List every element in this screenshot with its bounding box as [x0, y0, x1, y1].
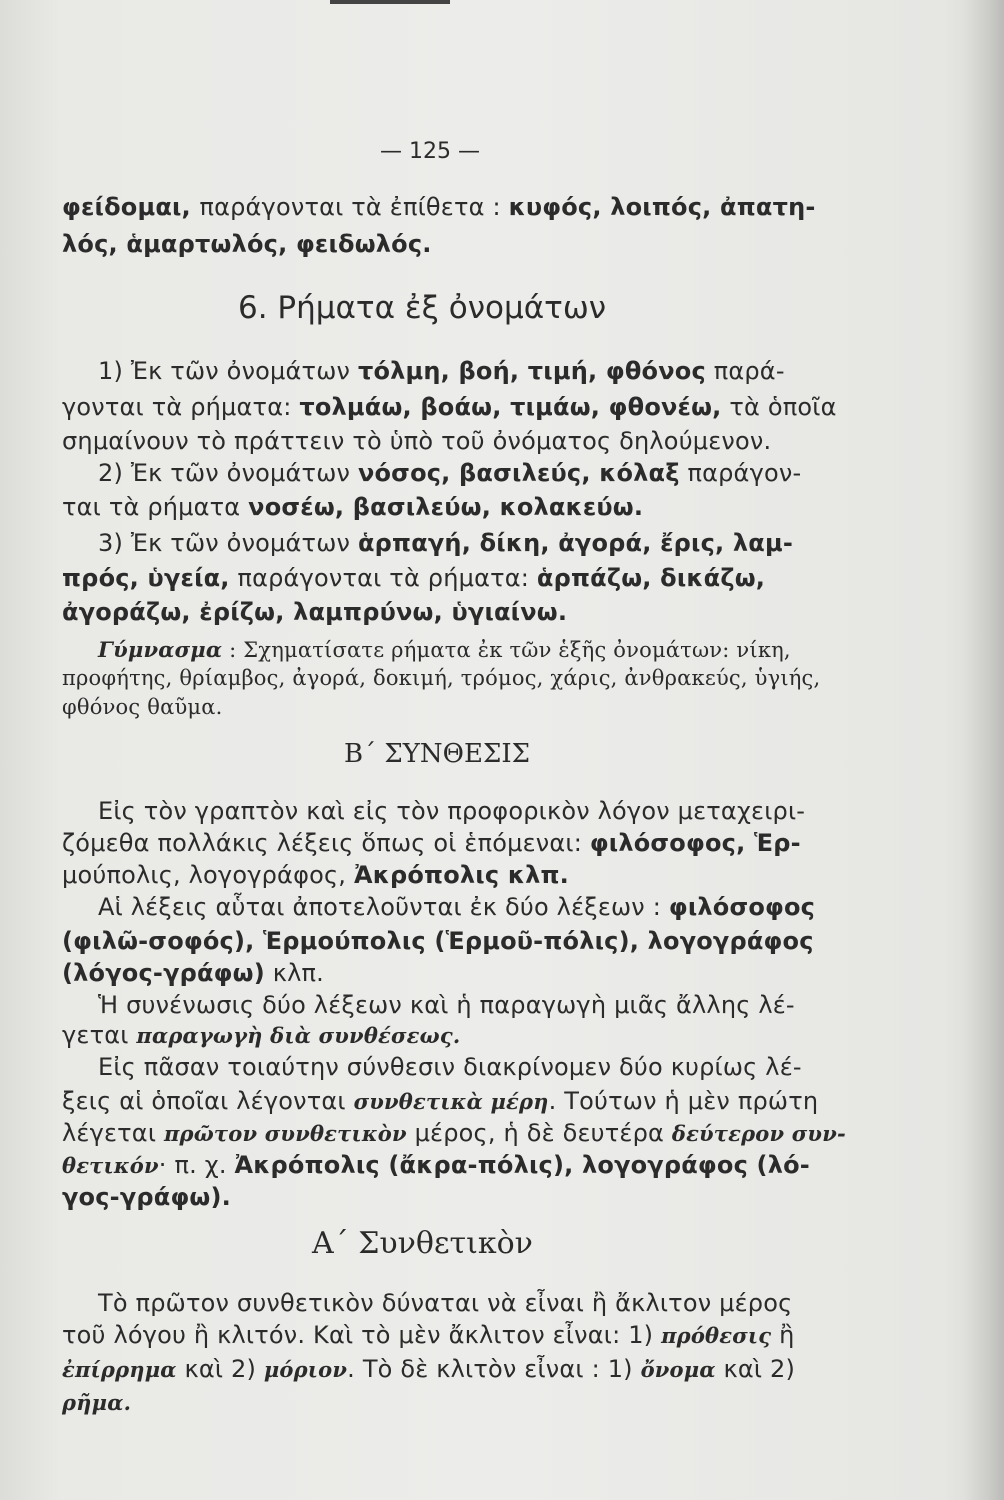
text: μούπολις, λογογράφος,: [62, 861, 354, 889]
text: ἢ: [771, 1321, 795, 1349]
text-line: [98, 528, 793, 558]
section-heading: 6. Ρήματα ἐξ ὀνομάτων: [238, 290, 607, 326]
text: κλπ.: [264, 959, 324, 987]
text: παράγονται τὰ ἐπίθετα :: [199, 193, 509, 221]
text-line: [62, 492, 643, 522]
text: καὶ 2): [176, 1355, 264, 1383]
text-line: λός, ἁμαρτωλός, φειδωλός.: [62, 230, 432, 258]
text: ξεις αἱ ὁποῖαι λέγονται: [62, 1087, 354, 1115]
text-line: [62, 1320, 794, 1351]
page-number: — 125 —: [380, 139, 480, 164]
text: Αἱ λέξεις αὗται ἀποτελοῦνται ἐκ δύο λέξεων :: [98, 893, 669, 921]
text-line: [62, 192, 816, 222]
text-bold: Ἀκρόπολις (ἄκρα-πόλις), λογογράφος (λό-: [234, 1151, 810, 1179]
text-line: γος-γράφω).: [62, 1183, 231, 1211]
text-line: [98, 356, 785, 386]
text-italic: ἐπίρρημα: [62, 1357, 177, 1382]
text-bold: Ἀκρόπολις κλπ.: [353, 861, 569, 889]
text-line: Εἰς τὸν γραπτὸν καὶ εἰς τὸν προφορικὸν λόγον μεταχειρι-: [98, 797, 806, 825]
text: παράγον-: [679, 459, 802, 487]
text-bold: τολμάω, βοάω, τιμάω, φθονέω,: [299, 393, 722, 421]
text-bold: φείδομαι,: [62, 193, 200, 221]
text-bold: ἁρπαγή, δίκη, ἀγορά, ἔρις, λαμ-: [357, 529, 793, 557]
section-heading: Α΄ Συνθετικὸν: [312, 1226, 533, 1261]
text-line: [62, 828, 801, 858]
text-line: [62, 1020, 460, 1051]
text-line: φθόνος θαῦμα.: [62, 695, 223, 719]
text: 1) Ἐκ τῶν ὀνομάτων: [98, 357, 358, 385]
text-line: [62, 958, 324, 988]
text: μέρος, ἡ δὲ δευτέρα: [406, 1119, 672, 1147]
text: γονται τὰ ρήματα:: [62, 393, 300, 421]
text: τοῦ λόγου ἢ κλιτόν. Καὶ τὸ μὲν ἄκλιτον εἶναι: 1): [62, 1321, 662, 1349]
text-line: [62, 1150, 810, 1181]
text-bold: νοσέω, βασιλεύω, κολακεύω.: [248, 493, 644, 521]
text-line: Ἡ συνένωσις δύο λέξεων καὶ ἡ παραγωγὴ μιᾶς ἄλλης λέ-: [98, 991, 795, 1019]
text-line: [62, 1086, 818, 1117]
text-italic: θετικόν: [62, 1153, 159, 1178]
text-italic: δεύτερον συν-: [671, 1121, 846, 1146]
text-italic: πρῶτον συνθετικὸν: [163, 1121, 407, 1146]
text: . Τὸ δὲ κλιτὸν εἶναι : 1): [347, 1355, 641, 1383]
text-line: σημαίνουν τὸ πράττειν τὸ ὑπὸ τοῦ ὀνόματος δηλούμενον.: [62, 427, 772, 455]
text-bold: νόσος, βασιλεύς, κόλαξ: [357, 459, 680, 487]
text: παράγονται τὰ ρήματα:: [229, 564, 537, 592]
text-bold: κυφός, λοιπός, ἀπατη-: [508, 193, 816, 221]
text-italic: συνθετικὰ μέρη: [353, 1089, 549, 1114]
text-bold: (λόγος-γράφω): [62, 959, 265, 987]
text-line: Τὸ πρῶτον συνθετικὸν δύναται νὰ εἶναι ἢ ἄκλιτον μέρος: [98, 1289, 793, 1317]
text: τὰ ὁποῖα: [721, 393, 837, 421]
text-italic: πρόθεσις: [661, 1323, 772, 1348]
text-line: [62, 1354, 795, 1385]
text-line: ἀγοράζω, ἐρίζω, λαμπρύνω, ὑγιαίνω.: [62, 598, 568, 626]
text: καὶ 2): [715, 1355, 796, 1383]
text: : Σχηματίσατε ρήματα ἐκ τῶν ἑξῆς ὀνομάτων: νίκη,: [222, 638, 791, 662]
text: παρά-: [705, 357, 785, 385]
text-bold: φιλόσοφος, Ἑρ-: [589, 829, 801, 857]
text: 3) Ἐκ τῶν ὀνομάτων: [98, 529, 358, 557]
text-bold: τόλμη, βοή, τιμή, φθόνος: [357, 357, 706, 385]
text-line: [98, 458, 801, 488]
text: 2) Ἐκ τῶν ὀνομάτων: [98, 459, 358, 487]
text: · π. χ.: [158, 1151, 235, 1179]
text-italic: παραγωγὴ διὰ συνθέσεως.: [136, 1023, 461, 1048]
text-line: ρῆμα.: [62, 1390, 132, 1415]
text: γεται: [62, 1021, 137, 1049]
text-bold: πρός, ὑγεία,: [62, 564, 230, 592]
text-italic: ὄνομα: [640, 1357, 716, 1382]
text-italic: μόριον: [263, 1357, 348, 1382]
text-line: [62, 860, 569, 890]
text-line: [98, 634, 791, 665]
exercise-label: Γύμνασμα: [98, 637, 223, 662]
text-line: (φιλῶ-σοφός), Ἑρμούπολις (Ἑρμοῦ-πόλις), λογογράφος: [62, 927, 814, 955]
text-line: [62, 392, 837, 422]
text-line: [98, 892, 815, 922]
text-line: προφήτης, θρίαμβος, ἀγορά, δοκιμή, τρόμος, χάρις, ἀνθρακεύς, ὑγιής,: [62, 666, 821, 690]
section-heading: Β΄ ΣΥΝΘΕΣΙΣ: [344, 739, 530, 769]
text-bold: ἁρπάζω, δικάζω,: [536, 564, 766, 592]
text-line: Εἰς πᾶσαν τοιαύτην σύνθεσιν διακρίνομεν δύο κυρίως λέ-: [98, 1053, 802, 1081]
text: λέγεται: [62, 1119, 164, 1147]
text-bold: φιλόσοφος: [668, 893, 816, 921]
text-line: [62, 1118, 846, 1149]
top-edge-mark: [330, 0, 450, 4]
text: . Τούτων ἡ μὲν πρώτη: [548, 1087, 819, 1115]
text: ται τὰ ρήματα: [62, 493, 249, 521]
text-line: [62, 563, 765, 593]
text: ζόμεθα πολλάκις λέξεις ὅπως οἱ ἑπόμεναι:: [62, 829, 590, 857]
page-edge-shadow: [964, 0, 1004, 1500]
